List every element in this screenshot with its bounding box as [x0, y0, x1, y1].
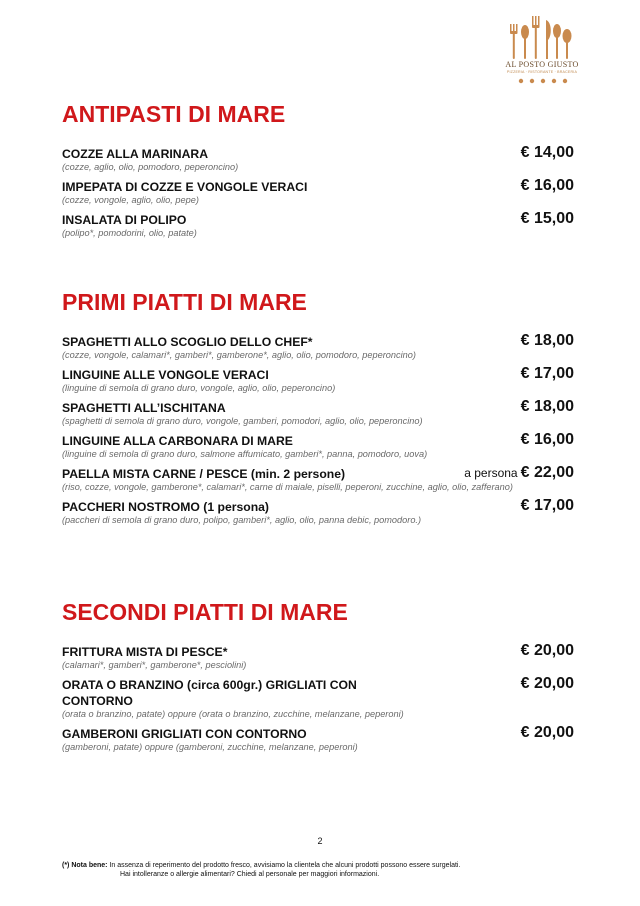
cutlery-logo-icon [496, 14, 588, 62]
item-name: INSALATA DI POLIPO [62, 213, 187, 227]
footnote [62, 861, 460, 879]
menu-item [62, 644, 574, 671]
item-name: COZZE ALLA MARINARA [62, 147, 209, 161]
section-title: SECONDI PIATTI DI MARE [62, 599, 348, 625]
item-name: SPAGHETTI ALL’ISCHITANA [62, 401, 226, 415]
item-price: € 17,00 [520, 497, 574, 514]
item-price: € 16,00 [520, 177, 574, 194]
item-name: LINGUINE ALLE VONGOLE VERACI [62, 368, 269, 382]
item-name: IMPEPATA DI COZZE E VONGOLE VERACI [62, 180, 308, 194]
section-secondi [62, 598, 574, 759]
item-name: GAMBERONI GRIGLIATI CON CONTORNO [62, 727, 307, 741]
item-price: € 15,00 [520, 210, 574, 227]
item-name: PAELLA MISTA CARNE / PESCE (min. 2 persone) [62, 467, 346, 481]
item-description: (linguine di semola di grano duro, vongole, aglio, olio, peperoncino) [62, 383, 336, 393]
item-description: (linguine di semola di grano duro, salmone affumicato, gamberi*, panna, pomodoro, uova) [62, 449, 428, 459]
item-description: (riso, cozze, vongole, gamberone*, calamari*, carne di maiale, piselli, peperoni, zucchine, aglio, olio, zafferano) [62, 482, 513, 492]
menu-item [62, 400, 574, 427]
item-description: (cozze, vongole, calamari*, gamberi*, gamberone*, aglio, olio, pomodoro, peperoncino) [62, 350, 416, 360]
item-price: € 22,00 [520, 464, 574, 481]
section-antipasti [62, 100, 574, 245]
menu-item [62, 367, 574, 394]
page-number: 2 [317, 836, 323, 846]
item-price: € 16,00 [520, 431, 574, 448]
item-description: (calamari*, gamberi*, gamberone*, pesciolini) [62, 660, 247, 670]
item-description: (polipo*, pomodorini, olio, patate) [62, 228, 197, 238]
menu-item [62, 212, 574, 239]
menu-item [62, 433, 574, 460]
footnote-label: (*) Nota bene: [62, 862, 108, 869]
footnote-line-1: In assenza di reperimento del prodotto fresco, avvisiamo la clientela che alcuni prodotti possono essere surgelati. [109, 862, 461, 869]
item-description: (orata o branzino, patate) oppure (orata o branzino, zucchine, melanzane, peperoni) [62, 709, 404, 719]
menu-item [62, 677, 574, 720]
menu-item [62, 179, 574, 206]
menu-item [62, 334, 574, 361]
item-name: LINGUINE ALLA CARBONARA DI MARE [62, 434, 293, 448]
menu-item [62, 146, 574, 173]
menu-item [62, 466, 574, 493]
item-price: € 20,00 [520, 675, 574, 692]
item-description: (cozze, aglio, olio, pomodoro, peperoncino) [62, 162, 239, 172]
item-name: SPAGHETTI ALLO SCOGLIO DELLO CHEF* [62, 335, 313, 349]
item-price: € 18,00 [520, 398, 574, 415]
footnote-line-2: Hai intolleranze o allergie alimentari? Chiedi al personale per maggiori informazioni. [120, 871, 380, 878]
item-name: FRITTURA MISTA DI PESCE* [62, 645, 228, 659]
item-description: (paccheri di semola di grano duro, polipo, gamberi*, aglio, olio, panna debic, pomodoro.) [62, 515, 422, 525]
item-description: (gamberoni, patate) oppure (gamberoni, zucchine, melanzane, peperoni) [62, 742, 358, 752]
item-description: (spaghetti di semola di grano duro, vongole, gamberi, pomodori, aglio, olio, peperoncino) [62, 416, 423, 426]
restaurant-logo [496, 14, 588, 94]
item-price: € 14,00 [520, 144, 574, 161]
menu-item [62, 499, 574, 526]
logo-name: AL POSTO GIUSTO [505, 60, 579, 69]
item-name: PACCHERI NOSTROMO (1 persona) [62, 500, 269, 514]
item-price: € 20,00 [520, 642, 574, 659]
per-person-label: a persona [464, 466, 518, 480]
item-price: € 20,00 [520, 724, 574, 741]
logo-dots-icon [518, 78, 568, 84]
menu-item [62, 726, 574, 753]
item-price: € 18,00 [520, 332, 574, 349]
item-description: (cozze, vongole, aglio, olio, pepe) [62, 195, 199, 205]
section-title: ANTIPASTI DI MARE [62, 101, 286, 127]
item-price: € 17,00 [520, 365, 574, 382]
section-primi [62, 288, 574, 532]
logo-tagline: PIZZERIA · RISTORANTE · BRACERIA [506, 70, 578, 74]
section-title: PRIMI PIATTI DI MARE [62, 289, 307, 315]
item-name: ORATA O BRANZINO (circa 600gr.) GRIGLIATI CON CONTORNO [62, 678, 357, 708]
item-price-group [464, 463, 574, 483]
